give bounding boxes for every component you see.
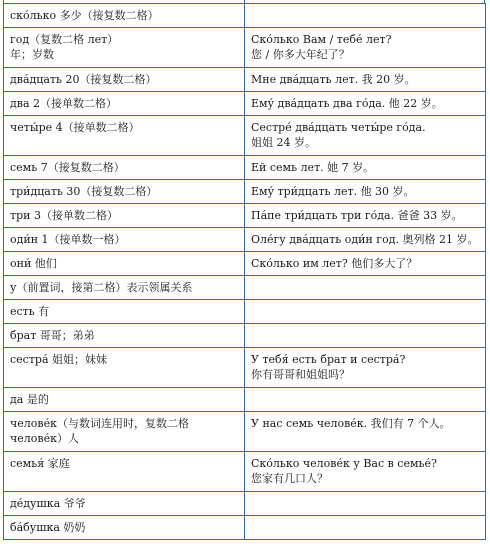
word-cell: два́дцать 20（接复数二格）: [4, 68, 245, 92]
word-cell: оди́н 1（接单数一格）: [4, 228, 245, 252]
word-cell: у（前置词，接第二格）表示领属关系: [4, 276, 245, 300]
table-row: [4, 252, 486, 276]
word-cell: три 3（接单数二格）: [4, 204, 245, 228]
example-cell: У нас семь челове́к. 我们有 7 个人。: [245, 412, 486, 452]
vocabulary-table: [3, 3, 486, 540]
example-cell: Сестре́ два́дцать четы́ре го́да. 姐姐 24 岁。: [245, 116, 486, 156]
word-cell: челове́к（与数词连用时，复数二格 челове́к）人: [4, 412, 245, 452]
example-cell: [245, 492, 486, 516]
word-cell: семья́ 家庭: [4, 452, 245, 492]
example-cell: [245, 300, 486, 324]
word-cell: четы́ре 4（接单数二格）: [4, 116, 245, 156]
example-cell: Ему́ три́дцать лет. 他 30 岁。: [245, 180, 486, 204]
vocabulary-table-container: [3, 3, 485, 540]
table-row: [4, 228, 486, 252]
word-cell: брат 哥哥；弟弟: [4, 324, 245, 348]
word-cell: три́дцать 30（接复数二格）: [4, 180, 245, 204]
table-row: [4, 180, 486, 204]
table-row: [4, 452, 486, 492]
table-row: [4, 28, 486, 68]
example-cell: Ей семь лет. 她 7 岁。: [245, 156, 486, 180]
table-row: [4, 4, 486, 28]
word-cell: два 2（接单数二格）: [4, 92, 245, 116]
word-cell: есть 有: [4, 300, 245, 324]
word-cell: де́душка 爷爷: [4, 492, 245, 516]
example-cell: Ско́лько челове́к у Вас в семье́? 您家有几口人？: [245, 452, 486, 492]
word-cell: семь 7（接复数二格）: [4, 156, 245, 180]
example-cell: Ско́лько им лет? 他们多大了？: [245, 252, 486, 276]
word-cell: да 是的: [4, 388, 245, 412]
table-row: [4, 156, 486, 180]
table-row: [4, 348, 486, 388]
table-row: [4, 92, 486, 116]
table-row: [4, 412, 486, 452]
example-cell: Оле́гу два́дцать оди́н год. 奥列格 21 岁。: [245, 228, 486, 252]
table-row: [4, 204, 486, 228]
table-row: [4, 276, 486, 300]
example-cell: Ему́ два́дцать два го́да. 他 22 岁。: [245, 92, 486, 116]
table-row: [4, 300, 486, 324]
example-cell: [245, 324, 486, 348]
table-row: [4, 324, 486, 348]
example-cell: [245, 388, 486, 412]
word-cell: год（复数二格 лет） 年；岁数: [4, 28, 245, 68]
table-row: [4, 116, 486, 156]
example-cell: Ско́лько Вам / тебе́ лет? 您 / 你多大年纪了？: [245, 28, 486, 68]
example-cell: Мне два́дцать лет. 我 20 岁。: [245, 68, 486, 92]
example-cell: У тебя́ есть брат и сестра́? 你有哥哥和姐姐吗？: [245, 348, 486, 388]
example-cell: Па́пе три́дцать три го́да. 爸爸 33 岁。: [245, 204, 486, 228]
table-row: [4, 516, 486, 540]
table-row: [4, 388, 486, 412]
example-cell: [245, 516, 486, 540]
example-cell: [245, 4, 486, 28]
word-cell: ско́лько 多少（接复数二格）: [4, 4, 245, 28]
example-cell: [245, 276, 486, 300]
word-cell: они́ 他们: [4, 252, 245, 276]
table-row: [4, 492, 486, 516]
table-row: [4, 68, 486, 92]
word-cell: ба́бушка 奶奶: [4, 516, 245, 540]
word-cell: сестра́ 姐姐；妹妹: [4, 348, 245, 388]
